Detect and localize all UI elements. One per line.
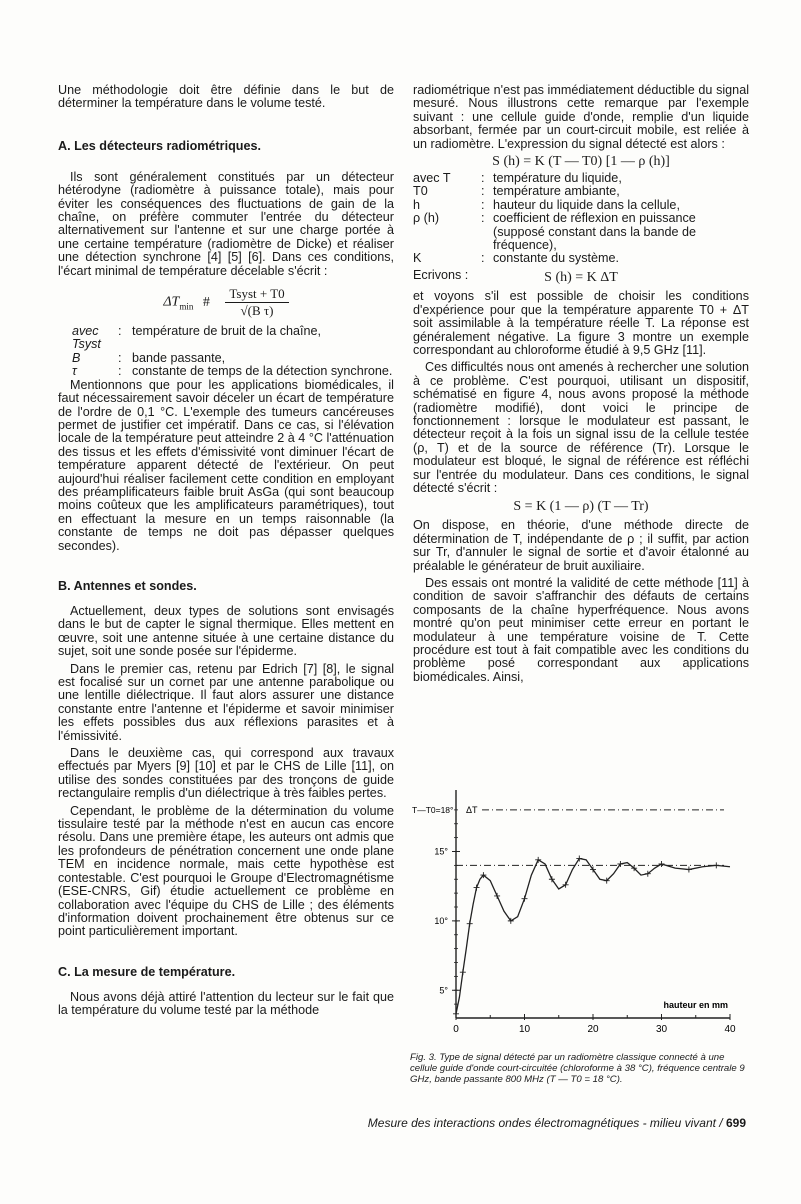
data-point xyxy=(494,893,500,899)
data-point xyxy=(460,969,466,975)
x-tick-label: 10 xyxy=(518,1024,531,1035)
definition-description: hauteur du liquide dans la cellule, xyxy=(493,197,680,212)
definition-symbol: τ xyxy=(72,364,77,379)
section-a-paragraph-2: Mentionnons que pour les applications biomédicales, il faut nécessairement savoir déceler un écart de température de l'ordre de 0,1 °C. L'exemple des tumeurs cancéreuses permet de justifier cet impératif. Dans ce cas, si l'élévation locale de la température peut atteindre 2 à 4 °C l'atténuation des tissus et les effets d'émissivité vont diminuer l'écart de température apparent détecté de l'extérieur. On peut aujourd'hui réaliser facilement cette condition en employant des préamplificateurs faible bruit AsGa (qui sont beaucoup moins coûteux que les amplificateurs paramétriques), tout en effectuant la mesure en un temps raisonnable (la constante de temps ne doit pas dépasser quelques secondes). xyxy=(58,377,394,553)
data-point xyxy=(686,867,692,873)
chart-svg xyxy=(410,780,750,1050)
section-c-title: C. La mesure de température. xyxy=(58,964,236,979)
y-tick-label: 10° xyxy=(434,915,448,926)
right-paragraph-3: Ces difficultés nous ont amenés à rechercher une solution à ce problème. C'est pourquoi, utilisant un dispositif, schématisé en figure 4, nous avons proposé la méthode (radiomètre modifié), dont voici le principe de fonctionnement : lorsque le modulateur est passant, le détecteur reçoit à la fois un signal issu de la cellule testée (ρ, T) et de la source de référence (Tr). Lorsque le modulateur est bloqué, le signal de référence est réfléchi sur l'entrée du modulateur. Dans ces conditions, le signal détecté s'écrit : xyxy=(413,360,749,495)
definition-separator: : xyxy=(118,350,122,365)
definition-symbol: avec Tsyst xyxy=(72,324,101,352)
y-tick-label: 15° xyxy=(434,846,448,857)
data-point xyxy=(474,885,480,891)
definition-symbol: K xyxy=(413,251,422,266)
ecrivons-label: Ecrivons : xyxy=(413,267,469,282)
x-tick-label: 40 xyxy=(724,1024,736,1035)
data-point xyxy=(522,896,528,902)
section-b-title: B. Antennes et sondes. xyxy=(58,578,197,593)
definition-symbol: ρ (h) xyxy=(413,211,440,226)
data-point xyxy=(535,857,541,863)
y-tick-label: 5° xyxy=(439,985,448,996)
data-point xyxy=(467,921,473,927)
definitions-list-2 xyxy=(413,172,749,266)
section-b-paragraph-3: Dans le deuxième cas, qui correspond aux travaux effectués par Myers [9] [10] et par le CHS de Lille [11], on utilise des sondes constituées par des tronçons de guide rectangulaire remplis d'un diélectrique à très faibles pertes. xyxy=(58,746,394,801)
left-column xyxy=(58,84,394,1018)
footer-title: Mesure des interactions ondes électromagnétiques - milieu vivant / xyxy=(367,1116,723,1130)
definition-symbol: B xyxy=(72,350,81,365)
definition-description: température ambiante, xyxy=(493,184,620,199)
definition-separator: : xyxy=(481,211,485,226)
figure-3-chart xyxy=(410,780,750,1050)
definition-description: constante du système. xyxy=(493,251,620,266)
data-point xyxy=(563,882,569,888)
definition-separator: : xyxy=(481,171,485,186)
formula-delta-t-min: $\Delta T_{min}$ # $\frac{\text{Tsyst + T0}}{\text{√(B τ)}}$ xyxy=(58,286,394,319)
definition-symbol: h xyxy=(413,197,421,212)
formula-s-reference: S = K (1 — ρ) (T — Tr) xyxy=(513,499,649,515)
right-column xyxy=(413,84,749,684)
definition-separator: : xyxy=(481,197,485,212)
delta-t-label: ΔT xyxy=(466,804,478,815)
section-b-paragraph-1: Actuellement, deux types de solutions sont envisagés dans le but de capter le signal thermique. Elles mettent en œuvre, soit une antenne située à une certaine distance du sujet, soit une sonde posée sur l'épiderme. xyxy=(58,603,394,659)
formula-s-h-delta-t: S (h) = K ΔT xyxy=(544,270,618,286)
right-paragraph-4: On dispose, en théorie, d'une méthode directe de détermination de T, indépendante de ρ ; il suffit, par action sur Tr, d'annuler le signal de sortie et d'avoir étalonné au préalable le générateur de bruit auxiliaire. xyxy=(413,518,749,573)
section-c-paragraph-1: Nous avons déjà attiré l'attention du lecteur sur le fait que la température du volume testé par la méthode xyxy=(58,989,394,1018)
x-tick-label: 0 xyxy=(453,1024,459,1035)
x-axis-label: hauteur en mm xyxy=(663,1000,728,1010)
section-a-paragraph-1: Ils sont généralement constitués par un détecteur hétérodyne (radiomètre à puissance totale), mais pour éviter les conséquences des fluctuations de gain de la chaîne, on préfère commuter l'entrée du détecteur alternativement sur l'antenne et sur une charge portée à une certaine température (radiomètre de Dicke) et réaliser une détection synchrone [4] [5] [6]. Dans ces conditions, l'écart minimal de température décelable s'écrit : xyxy=(58,169,394,278)
definition-description: bande passante, xyxy=(132,350,226,365)
section-b-paragraph-4: Cependant, le problème de la détermination du volume tissulaire testé par la méthode n'est en aucun cas encore résolu. Dans une première étape, les auteurs ont admis que les profondeurs de pénétration concernent une onde plane TEM en incidence normale, mais cette hypothèse est contestable. C'est pourquoi le Groupe d'Electromagnétisme (ESE-CNRS, Gif) étudie actuellement ce problème en collaboration avec l'équipe du CHS de Lille ; des éléments d'information doivent prochainement être obtenus sur ce point particulièrement important. xyxy=(58,803,394,939)
figure-3-caption: Fig. 3. Type de signal détecté par un radiomètre classique connecté à une cellule guide d'onde court-circuitée (chloroforme à 38 °C), fréquence centrale 9 GHz, bande passante 800 MHz (T — T0 = 18 °C). xyxy=(410,1052,745,1085)
definition-separator: : xyxy=(118,324,122,339)
x-tick-label: 20 xyxy=(587,1024,599,1035)
section-b-paragraph-2: Dans le premier cas, retenu par Edrich [7] [8], le signal est focalisé sur un cornet par une antenne parabolique ou une lentille diélectrique. Il faut alors assurer une distance constante entre l'antenne et l'épiderme et savoir minimiser les effets possibles dus aux réflexions parasites et à l'émissivité. xyxy=(58,661,394,743)
right-paragraph-2: et voyons s'il est possible de choisir les conditions d'expérience pour que la température apparente T0 + ΔT soit assimilable à la température réelle T. La réponse est généralement négative. La figure 3 montre un exemple correspondant au chloroforme étudié à 9,5 GHz [11]. xyxy=(413,289,749,357)
definition-separator: : xyxy=(481,251,485,266)
data-point xyxy=(659,861,665,867)
definition-separator: : xyxy=(481,184,485,199)
definitions-list-1 xyxy=(58,325,394,379)
data-point xyxy=(453,1011,459,1017)
intro-paragraph: Une méthodologie doit être définie dans le but de déterminer la température dans le volume testé. xyxy=(58,83,394,111)
definition-symbol: avec T xyxy=(413,171,451,186)
data-point xyxy=(713,862,719,868)
right-paragraph-5: Des essais ont montré la validité de cette méthode [11] à condition de savoir s'affranchir des défauts de certains composants de la chaîne hyperfréquence. Nous avons montré qu'on peut minimiser cette erreur en portant le modulateur à une température voisine de T. Cette procédure est tout à fait compatible avec les conditions du problème posé correspondant aux applications biomédicales. Ainsi, xyxy=(413,576,749,684)
section-a-title: A. Les détecteurs radiométriques. xyxy=(58,138,261,153)
x-tick-label: 30 xyxy=(655,1024,668,1035)
page-number: 699 xyxy=(725,1116,746,1130)
definition-description: coefficient de réflexion en puissance (supposé constant dans la bande de fréquence), xyxy=(493,211,697,253)
series-line xyxy=(456,858,730,1013)
right-paragraph-1: radiométrique n'est pas immédiatement déductible du signal mesuré. Nous illustrons cette remarque par l'exemple suivant : une cellule guide d'onde, remplie d'un liquide absorbant, fermée par un court-circuit mobile, est reliée à un radiomètre. L'expression du signal détecté est alors : xyxy=(413,83,749,151)
definition-description: constante de temps de la détection synchrone. xyxy=(132,364,393,379)
page-footer xyxy=(356,1116,746,1130)
top-label: T—T0=18° xyxy=(412,804,454,815)
data-point xyxy=(576,855,582,861)
formula-s-h: S (h) = K (T — T0) [1 — ρ (h)] xyxy=(492,154,670,170)
definition-symbol: T0 xyxy=(413,184,428,199)
definition-separator: : xyxy=(118,364,122,379)
definition-description: température de bruit de la chaîne, xyxy=(132,324,322,339)
definition-description: température du liquide, xyxy=(493,171,622,186)
